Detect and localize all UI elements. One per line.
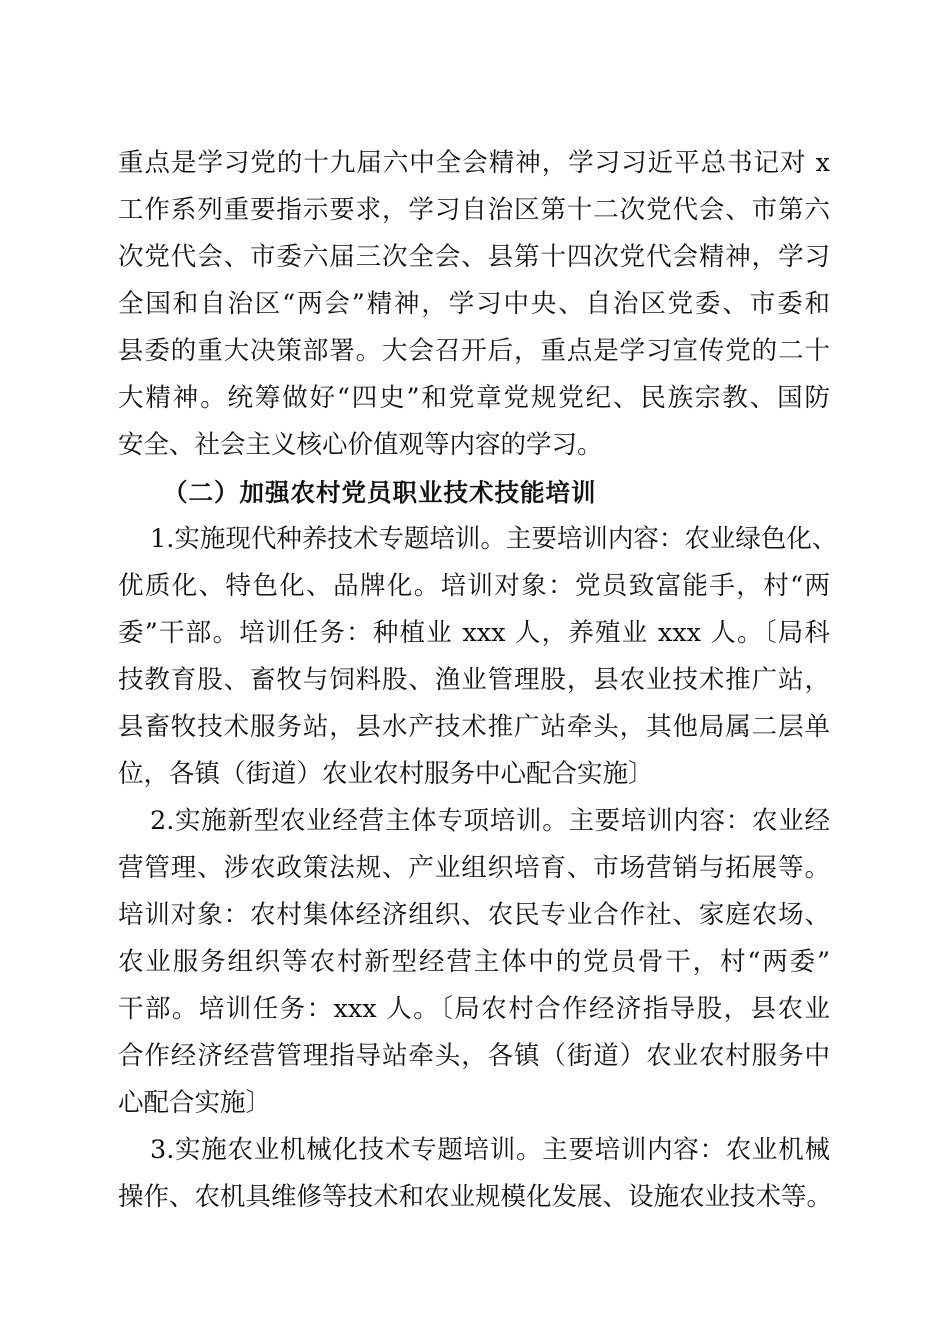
text-line: 委”干部。培训任务：种植业 xxx 人，养殖业 xxx 人。〔局科: [118, 618, 830, 648]
text-line: 全国和自治区“两会”精神，学习中央、自治区党委、市委和: [118, 289, 830, 319]
section-heading: （二）加强农村党员职业技术技能培训: [163, 478, 597, 507]
text-line: 位，各镇（街道）农业农村服务中心配合实施〕: [118, 759, 654, 789]
text-line: 县畜牧技术服务站，县水产技术推广站牵头，其他局属二层单: [118, 712, 830, 742]
text-line: 安全、社会主义核心价值观等内容的学习。: [118, 430, 603, 460]
text-line: 大精神。统筹做好“四史”和党章党规党纪、民族宗教、国防: [118, 383, 830, 413]
text-line: 优质化、特色化、品牌化。培训对象：党员致富能手，村“两: [118, 571, 830, 601]
text-line: 培训对象：农村集体经济组织、农民专业合作社、家庭农场、: [118, 900, 830, 930]
text-line: 次党代会、市委六届三次全会、县第十四次党代会精神，学习: [118, 242, 830, 272]
paragraph-item-1: [118, 516, 838, 798]
paragraph-item-3: [118, 1127, 833, 1221]
text-line: 农业服务组织等农村新型经营主体中的党员骨干，村“两委”: [118, 947, 830, 977]
text-line: 重点是学习党的十九届六中全会精神，学习习近平总书记对 x: [118, 148, 830, 178]
text-line: 操作、农机具维修等技术和农业规模化发展、设施农业技术等。: [118, 1182, 833, 1212]
text-line: 县委的重大决策部署。大会召开后，重点是学习宣传党的二十: [118, 336, 830, 366]
text-line: 3.实施农业机械化技术专题培训。主要培训内容：农业机械: [150, 1135, 830, 1165]
text-line: 营管理、涉农政策法规、产业组织培育、市场营销与拓展等。: [118, 853, 830, 883]
text-line: 技教育股、畜牧与饲料股、渔业管理股，县农业技术推广站，: [118, 665, 830, 695]
text-line: 1.实施现代种养技术专题培训。主要培训内容：农业绿色化、: [150, 524, 838, 554]
text-line: 工作系列重要指示要求，学习自治区第十二次党代会、市第六: [118, 195, 830, 225]
paragraph-study-content: [118, 140, 830, 469]
text-line: 心配合实施〕: [118, 1088, 272, 1118]
paragraph-item-2: [118, 798, 830, 1127]
document-body: [118, 140, 838, 1221]
text-line: 2.实施新型农业经营主体专项培训。主要培训内容：农业经: [150, 806, 830, 836]
text-line: 合作经济经营管理指导站牵头，各镇（街道）农业农村服务中: [118, 1041, 830, 1071]
text-line: 干部。培训任务：xxx 人。〔局农村合作经济指导股，县农业: [118, 994, 830, 1024]
